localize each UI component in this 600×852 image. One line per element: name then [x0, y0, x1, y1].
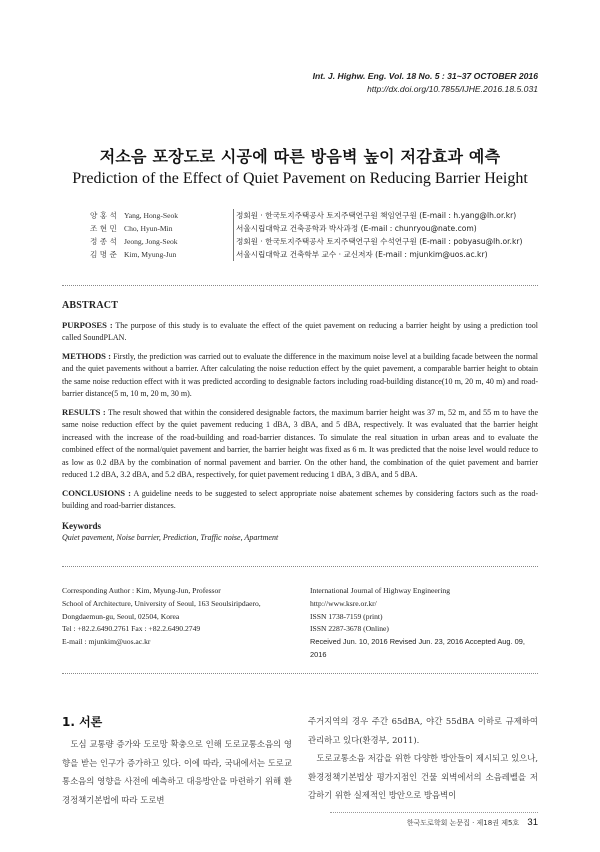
doi-link[interactable]: http://dx.doi.org/10.7855/IJHE.2016.18.5.031	[366, 84, 538, 94]
author-affiliation: 서울시립대학교 건축학부 교수 · 교신저자 (E-mail : mjunkim@uos.ac.kr)	[236, 250, 488, 259]
results-paragraph	[62, 406, 538, 482]
author-affiliation: 정회원 · 한국토지주택공사 토지주택연구원 책임연구원 (E-mail : h.yang@lh.or.kr)	[236, 211, 517, 220]
abstract-heading: ABSTRACT	[62, 300, 119, 311]
author-name-en: Jeong, Jong-Seok	[124, 237, 178, 246]
journal-info-block	[310, 585, 538, 662]
author-divider	[233, 209, 234, 261]
author-row	[90, 209, 522, 222]
divider-bottom	[62, 673, 538, 674]
author-name-ko: 정 종 석	[90, 237, 117, 246]
divider-top	[62, 285, 538, 286]
journal-volume-line: Int. J. Highw. Eng. Vol. 18 No. 5 : 31~37 OCTOBER 2016	[312, 71, 538, 81]
purposes-paragraph	[62, 319, 538, 345]
page-footer	[407, 817, 538, 828]
conclusions-paragraph	[62, 487, 538, 513]
section-heading-introduction: 1. 서론	[62, 715, 103, 729]
body-paragraph: 도심 교통량 증가와 도로망 확충으로 인해 도로교통소음의 영향을 받는 인구가 증가하고 있다. 이에 따라, 국내에서는 도로교통소음의 영향을 사전에 예측하고 대응방안을 마련하기 위해 환경정책기본법에 따라 도로변	[62, 739, 292, 805]
keywords-heading: Keywords	[62, 520, 101, 531]
purposes-label: PURPOSES :	[62, 319, 113, 330]
conclusions-text: A guideline needs to be suggested to select appropriate noise abatement schemes by considering factors such as the road-building and road-barrier distances.	[62, 488, 539, 510]
corr-phone-fax: Tel : +82.2.6490.2761 Fax : +82.2.6490.2749	[62, 624, 201, 634]
issn-print: ISSN 1738-7159 (print)	[310, 611, 383, 621]
body-column-right	[308, 712, 538, 805]
body-paragraph: 주거지역의 경우 주간 65dBA, 야간 55dBA 이하로 규제하여 관리하고 있다(환경부, 2011).	[308, 716, 538, 745]
corresponding-author: Corresponding Author : Kim, Myung-Jun, Professor	[62, 586, 221, 595]
abstract-section	[62, 300, 538, 545]
author-name-en: Yang, Hong-Seok	[124, 211, 179, 220]
keywords-list: Quiet pavement, Noise barrier, Prediction, Traffic noise, Apartment	[62, 533, 279, 542]
author-row	[90, 248, 522, 261]
author-list	[90, 209, 522, 261]
author-name-en: Cho, Hyun-Min	[124, 224, 173, 233]
body-column-left	[62, 735, 292, 809]
author-name-ko: 양 홍 석	[90, 211, 117, 220]
purposes-text: The purpose of this study is to evaluate the effect of the quiet pavement on reducing a barrier height by using a prediction tool called SoundPLAN.	[62, 320, 538, 342]
results-label: RESULTS :	[62, 406, 106, 417]
body-paragraph: 도로교통소음 저감을 위한 다양한 방안들이 제시되고 있으나, 환경정책기본법상 평가지점인 건물 외벽에서의 소음레벨을 저감하기 위한 실제적인 방안으로 방음벽이	[308, 753, 538, 800]
results-text: The result showed that within the considered designable factors, the maximum barrier height was 37 m, 52 m, and 55 m to have the same noise reduction effect by the quiet pavement reducing 1 dBA, 3 dBA, and 5 dBA, respectively. It was evaluated that the barrier height increased with the increase of the road-building and road-barrier distances. To simulate the real situation in urban areas and to evaluate the combined effect of the normal/quiet pavement and barrier, the barrier height was fixed as 6 m. It was predicted that the noise level would reduce to as low as 0.2 dBA by the combination of normal pavement and barrier. On the other hand, the combination of the quiet pavement and barrier reduced 1.2 dBA, 3.2 dBA, and 5.2 dBA, respectively, for quiet pavement reducing 1 dBA, 3 dBA, and 5 dBA.	[62, 407, 539, 479]
issn-online: ISSN 2287-3678 (Online)	[310, 624, 389, 634]
author-name-ko: 조 현 민	[90, 224, 117, 233]
page-number: 31	[527, 817, 538, 828]
footer-journal-issue: 한국도로학회 논문집 · 제18권 제5호	[406, 819, 520, 827]
methods-text: Firstly, the prediction was carried out to evaluate the difference in the maximum noise level at a building facade between the normal and the quiet pavements without a barrier. After calculating the noise reduction effect by the quiet pavement, a comparable barrier height to obtain the same noise reduction effect with it was predicted according to designable factors including road-building distance(10 m, 20 m, 40 m) and road-barrier distance(5 m, 10 m, 20 m, 30 m).	[62, 351, 539, 398]
title-english: Prediction of the Effect of Quiet Pavement on Reducing Barrier Height	[72, 170, 528, 187]
corr-email-link[interactable]: E-mail : mjunkim@uos.ac.kr	[62, 637, 151, 647]
title-korean: 저소음 포장도로 시공에 따른 방음벽 높이 저감효과 예측	[99, 147, 501, 166]
footer-divider	[330, 812, 538, 813]
journal-website-link[interactable]: http://www.ksre.or.kr/	[310, 598, 377, 608]
corr-address-line: School of Architecture, University of Seoul, 163 Seoulsiripdaero,	[62, 598, 261, 608]
methods-label: METHODS :	[62, 350, 112, 361]
article-dates: Received Jun. 10, 2016 Revised Jun. 23, 2016 Accepted Aug. 09, 2016	[310, 637, 525, 659]
author-row	[90, 222, 522, 235]
journal-name: International Journal of Highway Engineering	[310, 586, 451, 595]
author-name-ko: 김 명 준	[90, 250, 117, 259]
methods-paragraph	[62, 350, 538, 401]
author-affiliation: 정회원 · 한국토지주택공사 토지주택연구원 수석연구원 (E-mail : pobyasu@lh.or.kr)	[236, 237, 523, 246]
author-row	[90, 235, 522, 248]
author-affiliation: 서울시립대학교 건축공학과 박사과정 (E-mail : chunryou@nate.com)	[236, 224, 477, 233]
corr-address-line: Dongdaemun-gu, Seoul, 02504, Korea	[62, 611, 180, 621]
divider-middle	[62, 566, 538, 567]
correspondence-block	[62, 585, 302, 649]
conclusions-label: CONCLUSIONS :	[62, 487, 131, 498]
author-name-en: Kim, Myung-Jun	[124, 250, 177, 259]
journal-citation	[313, 70, 538, 96]
